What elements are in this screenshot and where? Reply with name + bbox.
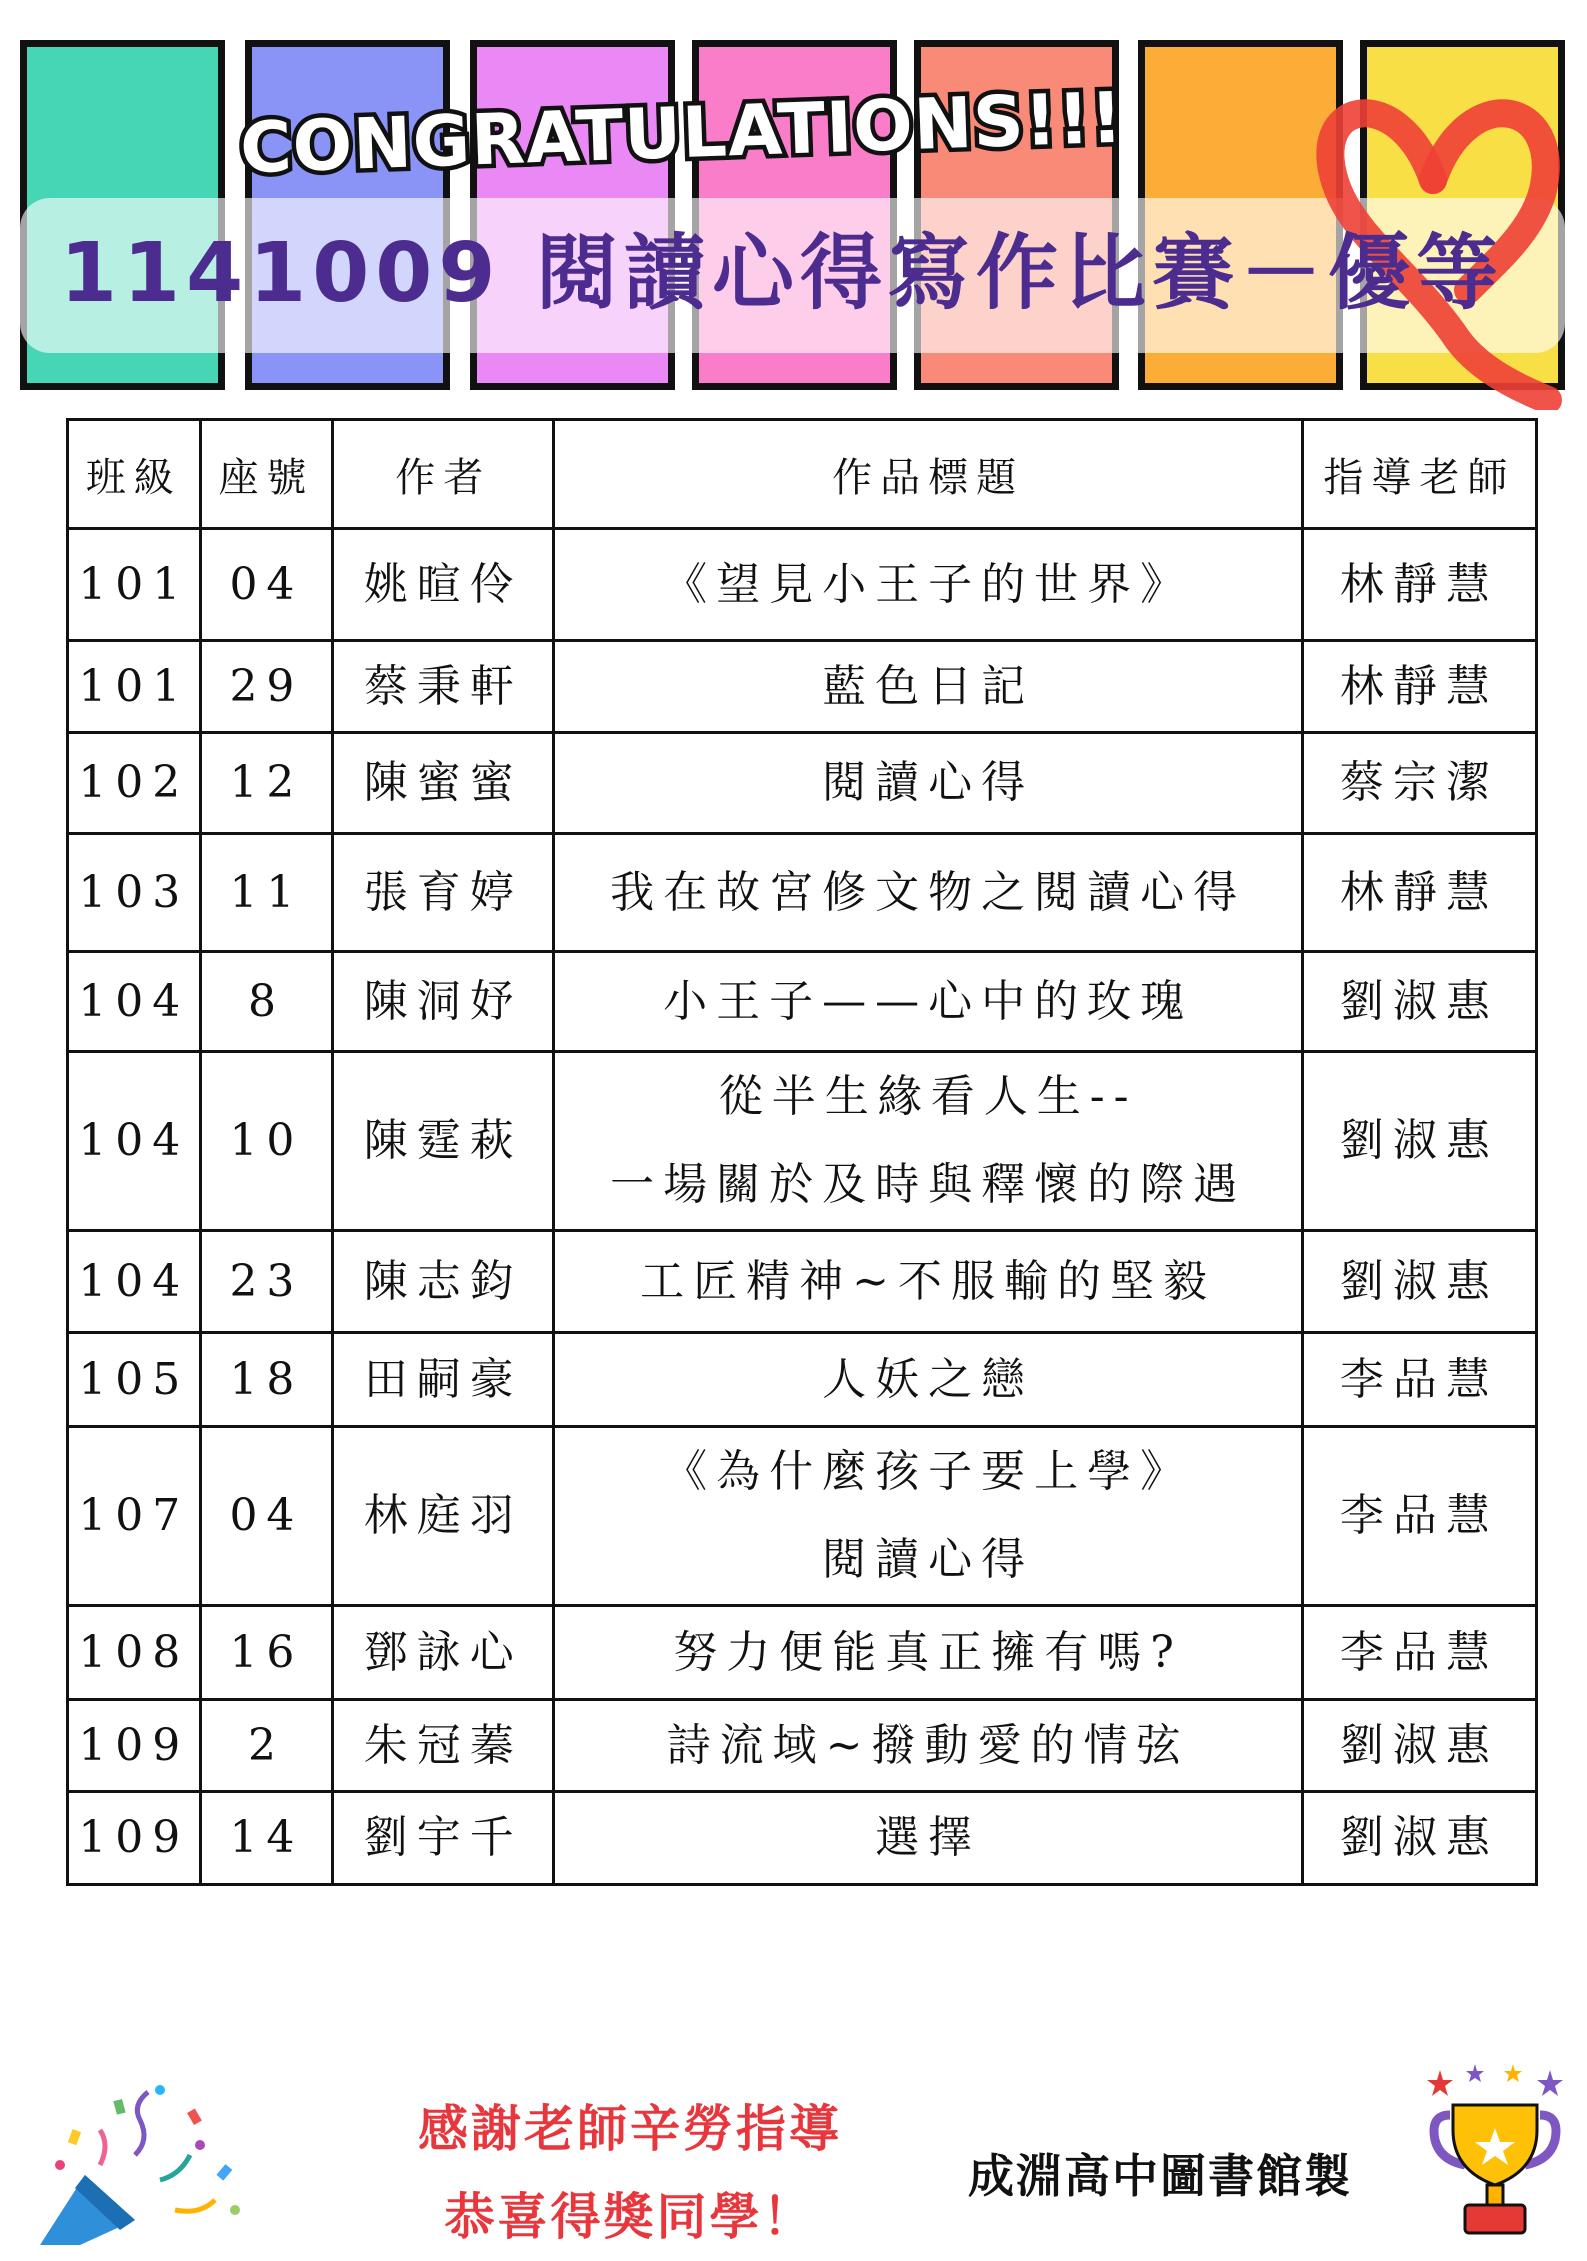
table-row <box>68 529 1537 641</box>
seat-cell: 8 <box>200 952 333 1052</box>
seat-cell: 04 <box>200 529 333 641</box>
teacher-cell: 劉淑惠 <box>1302 1052 1536 1231</box>
table-row <box>68 1052 1537 1231</box>
work-title-cell <box>554 1427 1303 1606</box>
work-title-cell <box>554 1606 1303 1700</box>
teacher-cell: 李品慧 <box>1302 1333 1536 1427</box>
awards-table-body <box>68 529 1537 1885</box>
header-work-title: 作品標題 <box>554 420 1303 529</box>
header-author: 作者 <box>333 420 554 529</box>
table-row <box>68 952 1537 1052</box>
teacher-cell: 劉淑惠 <box>1302 1792 1536 1885</box>
class-cell: 104 <box>68 1052 201 1231</box>
teacher-cell: 劉淑惠 <box>1302 1231 1536 1333</box>
table-header-row <box>68 420 1537 529</box>
seat-cell: 2 <box>200 1700 333 1792</box>
class-cell: 104 <box>68 952 201 1052</box>
class-cell: 107 <box>68 1427 201 1606</box>
thanks-message <box>330 2085 930 2261</box>
class-cell: 105 <box>68 1333 201 1427</box>
seat-cell: 14 <box>200 1792 333 1885</box>
class-cell: 101 <box>68 641 201 733</box>
author-cell: 鄧詠心 <box>333 1606 554 1700</box>
class-cell: 109 <box>68 1792 201 1885</box>
teacher-cell: 劉淑惠 <box>1302 1700 1536 1792</box>
author-cell: 陳志鈞 <box>333 1231 554 1333</box>
class-cell: 102 <box>68 733 201 834</box>
work-title-line: 努力便能真正擁有嗎? <box>673 1626 1183 1678</box>
work-title-line: 工匠精神~不服輸的堅毅 <box>640 1255 1217 1307</box>
table-row <box>68 1333 1537 1427</box>
work-title-line: 從半生緣看人生-- <box>718 1071 1138 1122</box>
class-cell: 108 <box>68 1606 201 1700</box>
class-cell: 103 <box>68 834 201 952</box>
work-title-cell <box>554 641 1303 733</box>
work-title-line: 藍色日記 <box>822 660 1035 712</box>
work-title-line: 選擇 <box>875 1812 982 1863</box>
author-cell: 陳洞妤 <box>333 952 554 1052</box>
table-row <box>68 733 1537 834</box>
work-title-line: 詩流域~撥動愛的情弦 <box>666 1719 1190 1771</box>
seat-cell: 10 <box>200 1052 333 1231</box>
credit-text: 成淵高中圖書館製 <box>968 2149 1352 2203</box>
class-cell: 101 <box>68 529 201 641</box>
seat-cell: 23 <box>200 1231 333 1333</box>
teacher-cell: 蔡宗潔 <box>1302 733 1536 834</box>
work-title-line: 人妖之戀 <box>822 1353 1035 1405</box>
table-row <box>68 1427 1537 1606</box>
class-cell: 104 <box>68 1231 201 1333</box>
author-cell: 田嗣豪 <box>333 1333 554 1427</box>
work-title-line: 一場關於及時與釋懷的際遇 <box>610 1159 1247 1210</box>
seat-cell: 12 <box>200 733 333 834</box>
work-title-cell <box>554 1231 1303 1333</box>
author-cell: 林庭羽 <box>333 1427 554 1606</box>
table-row <box>68 1231 1537 1333</box>
seat-cell: 11 <box>200 834 333 952</box>
author-cell: 劉宇千 <box>333 1792 554 1885</box>
author-cell: 張育婷 <box>333 834 554 952</box>
teacher-cell: 李品慧 <box>1302 1427 1536 1606</box>
header-seat: 座號 <box>200 420 333 529</box>
author-cell: 姚暄伶 <box>333 529 554 641</box>
work-title-cell <box>554 1700 1303 1792</box>
teacher-cell: 林靜慧 <box>1302 834 1536 952</box>
author-cell: 蔡秉軒 <box>333 641 554 733</box>
author-cell: 陳霆萩 <box>333 1052 554 1231</box>
work-title-line: 小王子——心中的玫瑰 <box>663 975 1194 1027</box>
work-title-line: 《望見小王子的世界》 <box>663 558 1194 610</box>
table-row <box>68 1700 1537 1792</box>
author-cell: 朱冠蓁 <box>333 1700 554 1792</box>
awards-table <box>66 418 1538 1886</box>
page-title: 1141009 閱讀心得寫作比賽－優等 <box>60 226 1504 321</box>
seat-cell: 04 <box>200 1427 333 1606</box>
header-teacher: 指導老師 <box>1302 420 1536 529</box>
party-popper-icon <box>40 2070 260 2245</box>
table-row <box>68 834 1537 952</box>
teacher-cell: 林靜慧 <box>1302 641 1536 733</box>
work-title-line: 閱讀心得 <box>822 757 1035 808</box>
work-title-cell <box>554 952 1303 1052</box>
congratulations-heading: CONGRATULATIONS!!! <box>238 76 1125 190</box>
work-title-cell <box>554 1333 1303 1427</box>
work-title-cell <box>554 1052 1303 1231</box>
table-row <box>68 1792 1537 1885</box>
work-title-line: 《為什麼孩子要上學》 <box>663 1446 1194 1497</box>
work-title-cell <box>554 529 1303 641</box>
trophy-icon <box>1425 2060 1565 2240</box>
teacher-cell: 李品慧 <box>1302 1606 1536 1700</box>
seat-cell: 18 <box>200 1333 333 1427</box>
seat-cell: 29 <box>200 641 333 733</box>
teacher-cell: 劉淑惠 <box>1302 952 1536 1052</box>
thanks-line-1: 感謝老師辛勞指導 <box>418 2100 842 2158</box>
table-row <box>68 641 1537 733</box>
work-title-cell <box>554 834 1303 952</box>
header-class: 班級 <box>68 420 201 529</box>
seat-cell: 16 <box>200 1606 333 1700</box>
class-cell: 109 <box>68 1700 201 1792</box>
work-title-cell <box>554 733 1303 834</box>
work-title-line: 閱讀心得 <box>822 1534 1035 1585</box>
work-title-cell <box>554 1792 1303 1885</box>
table-row <box>68 1606 1537 1700</box>
author-cell: 陳蜜蜜 <box>333 733 554 834</box>
thanks-line-2: 恭喜得獎同學！ <box>444 2188 816 2246</box>
teacher-cell: 林靜慧 <box>1302 529 1536 641</box>
work-title-line: 我在故宮修文物之閱讀心得 <box>610 866 1247 918</box>
